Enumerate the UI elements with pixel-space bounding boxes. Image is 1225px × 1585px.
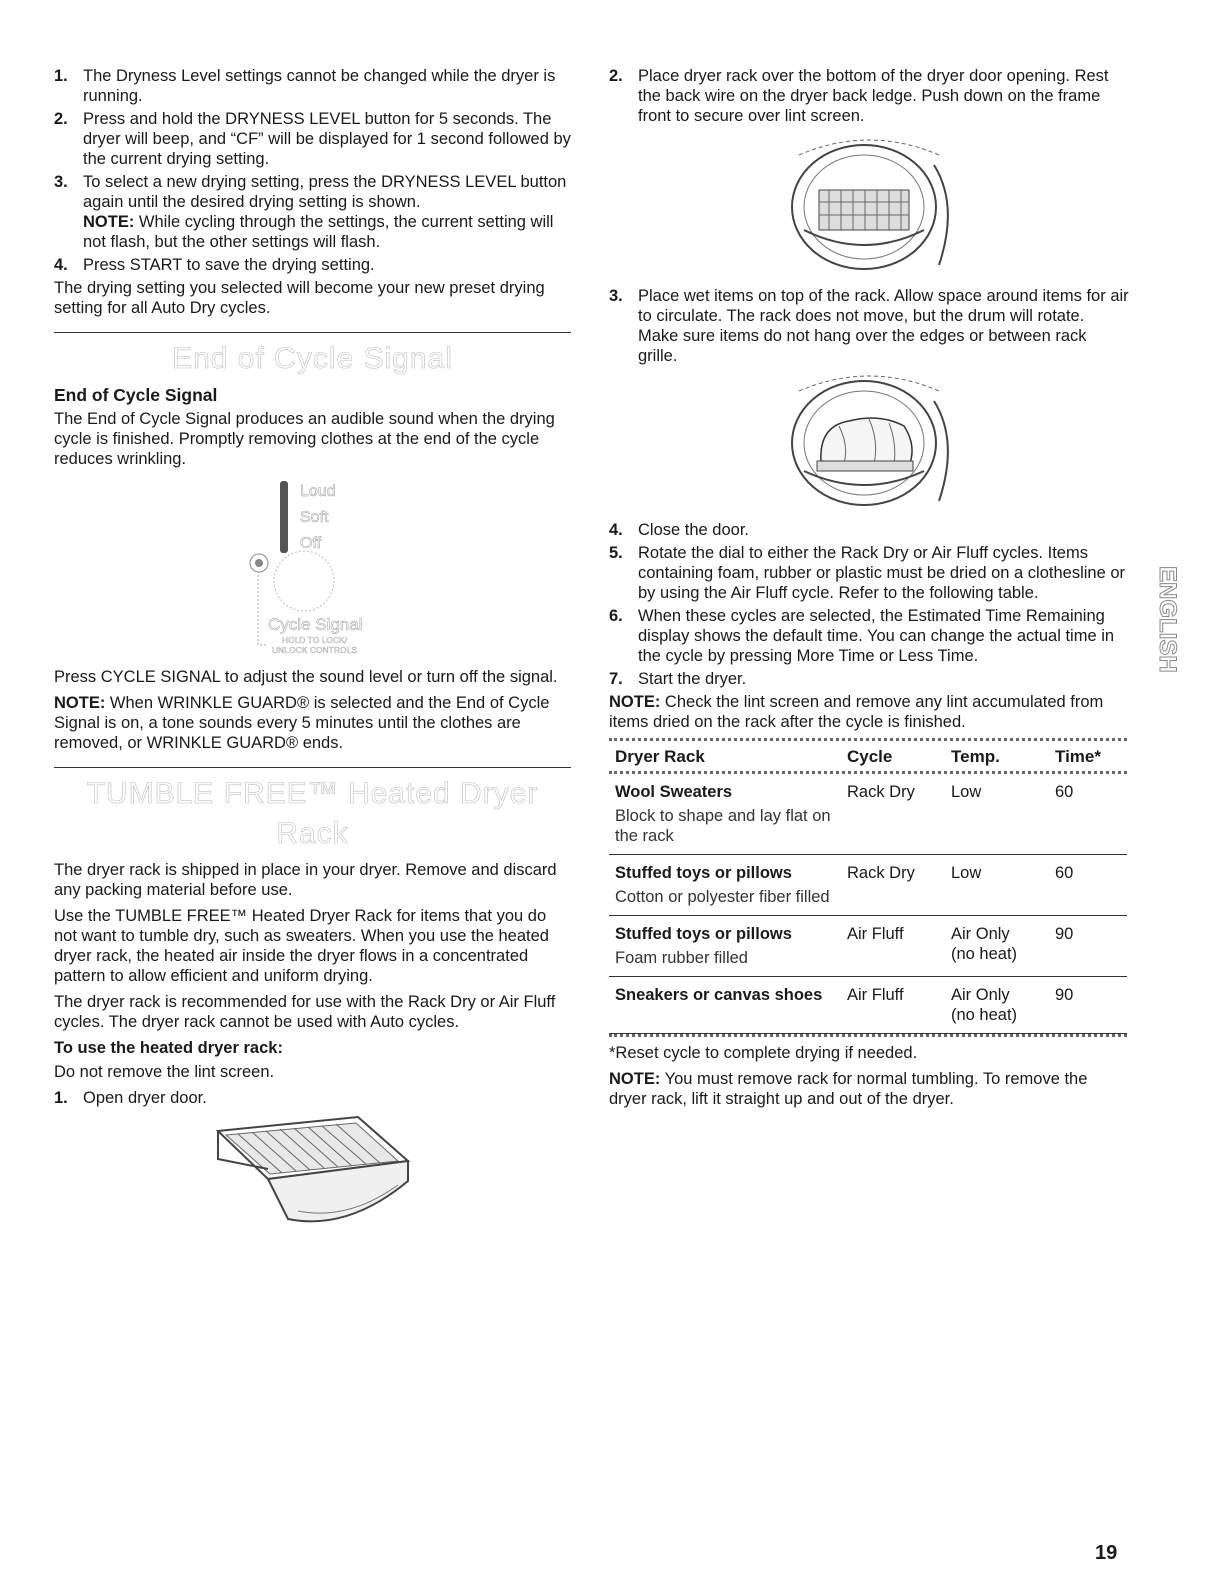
signal-level-off: Off (300, 535, 322, 552)
list-item: 4. Close the door. (609, 521, 749, 539)
section-divider (54, 332, 571, 333)
dryer-rack-table (609, 738, 1127, 1037)
rack-paragraph-1: The dryer rack is shipped in place in your dryer. Remove and discard any packing material before use. (54, 861, 557, 899)
rack-in-dryer-illustration (769, 135, 969, 275)
list-item: 1. Open dryer door. (54, 1089, 207, 1107)
end-of-cycle-subheading: End of Cycle Signal (54, 385, 218, 405)
section-divider (54, 767, 571, 768)
list-item: 7. Start the dryer. (609, 670, 747, 688)
dryer-rack-illustration (208, 1111, 418, 1236)
dryer-steps (609, 520, 1129, 689)
rack-paragraph-3: The dryer rack is recommended for use with the Rack Dry or Air Fluff cycles. The dryer rack cannot be used with Auto cycles. (54, 993, 556, 1031)
wrinkle-guard-note: NOTE: When WRINKLE GUARD® is selected and the End of Cycle Signal is on, a tone sounds every 5 minutes until the clothes are removed, or WRINKLE GUARD® ends. (54, 694, 550, 752)
table-header (609, 741, 1127, 771)
rack-steps (54, 1088, 571, 1108)
lint-screen-paragraph: Do not remove the lint screen. (54, 1063, 275, 1081)
signal-level-soft: Soft (300, 509, 329, 526)
header-time: Time* (1055, 747, 1101, 766)
left-column (54, 66, 571, 1236)
table-footnote: *Reset cycle to complete drying if needed. (609, 1044, 918, 1062)
use-rack-heading: To use the heated dryer rack: (54, 1039, 283, 1057)
lint-note: NOTE: Check the lint screen and remove any lint accumulated from items dried on the rack after the cycle is finished. (609, 693, 1104, 731)
items-on-rack-illustration (769, 371, 969, 511)
section-heading-dryer-rack: TUMBLE FREE™ Heated Dryer Rack (86, 777, 539, 850)
rack-steps-3 (609, 286, 1129, 366)
header-temp: Temp. (951, 747, 1000, 766)
language-side-tab (1150, 566, 1186, 816)
page-number: 19 (1095, 1542, 1118, 1564)
table-row: Wool Sweaters Block to shape and lay flat on the rack Rack Dry Low 60 (609, 774, 1127, 855)
lock-label-line2: UNLOCK CONTROLS (272, 645, 358, 655)
table-bottom-rule (609, 1034, 1127, 1037)
side-tab-label: ENGLISH (1154, 566, 1181, 673)
list-item: 2. Place dryer rack over the bottom of the dryer door opening. Rest the back wire on the dryer back ledge. Push down on the frame front to secure over lint screen. (609, 67, 1109, 125)
end-of-cycle-paragraph: The End of Cycle Signal produces an audible sound when the drying cycle is finished. Promptly removing clothes at the end of the cycle reduces wrinkling. (54, 410, 555, 468)
cycle-signal-knob-label: Cycle Signal (268, 615, 363, 634)
table-row: Stuffed toys or pillows Cotton or polyester fiber filled Rack Dry Low 60 (609, 855, 1127, 916)
header-cycle: Cycle (847, 747, 893, 766)
remove-rack-note: NOTE: You must remove rack for normal tumbling. To remove the dryer rack, lift it straight up and out of the dryer. (609, 1070, 1088, 1108)
preset-paragraph: The drying setting you selected will become your new preset drying setting for all Auto Dry cycles. (54, 279, 545, 317)
dryness-steps (54, 66, 571, 275)
list-item: 3. Place wet items on top of the rack. Allow space around items for air to circulate. The rack does not move, but the drum will rotate. Make sure items do not hang over the edges or between rack grille. (609, 287, 1129, 365)
lock-label-line1: HOLD TO LOCK/ (281, 635, 348, 645)
press-cycle-signal-paragraph: Press CYCLE SIGNAL to adjust the sound level or turn off the signal. (54, 668, 558, 686)
rack-steps-continued (609, 66, 1129, 126)
header-dryer-rack: Dryer Rack (615, 747, 705, 766)
list-item: 5. Rotate the dial to either the Rack Dry or Air Fluff cycles. Items containing foam, rubber or plastic must be dried on a clothesline or by using the Air Fluff cycle. Refer to the following table. (609, 544, 1126, 602)
table-row: Stuffed toys or pillows Foam rubber filled Air Fluff Air Only (no heat) 90 (609, 916, 1127, 977)
list-item: 6. When these cycles are selected, the Estimated Time Remaining display shows the default time. You can change the actual time in the cycle by pressing More Time or Less Time. (609, 607, 1115, 665)
list-item: 2. Press and hold the DRYNESS LEVEL button for 5 seconds. The dryer will beep, and “CF” will be displayed for 1 second followed by the current drying setting. (54, 110, 571, 168)
right-column (609, 66, 1129, 1115)
section-heading-end-of-cycle: End of Cycle Signal (172, 342, 453, 375)
list-item: 3. To select a new drying setting, press the DRYNESS LEVEL button again until the desired drying setting is shown. NOTE: While cycling through the settings, the current setting will not flash, but the other settings will flash. (54, 173, 567, 251)
table-row: Sneakers or canvas shoes Air Fluff Air Only (no heat) 90 (609, 977, 1127, 1034)
list-item: 4. Press START to save the drying setting. (54, 256, 375, 274)
rack-paragraph-2: Use the TUMBLE FREE™ Heated Dryer Rack for items that you do not want to tumble dry, such as sweaters. When you use the heated dryer rack, the heated air inside the dryer flows in a concentrated pattern to allow efficient and uniform drying. (54, 907, 549, 985)
list-item: 1. The Dryness Level settings cannot be changed while the dryer is running. (54, 67, 556, 105)
signal-level-loud: Loud (300, 483, 336, 500)
cycle-signal-figure (54, 475, 571, 667)
